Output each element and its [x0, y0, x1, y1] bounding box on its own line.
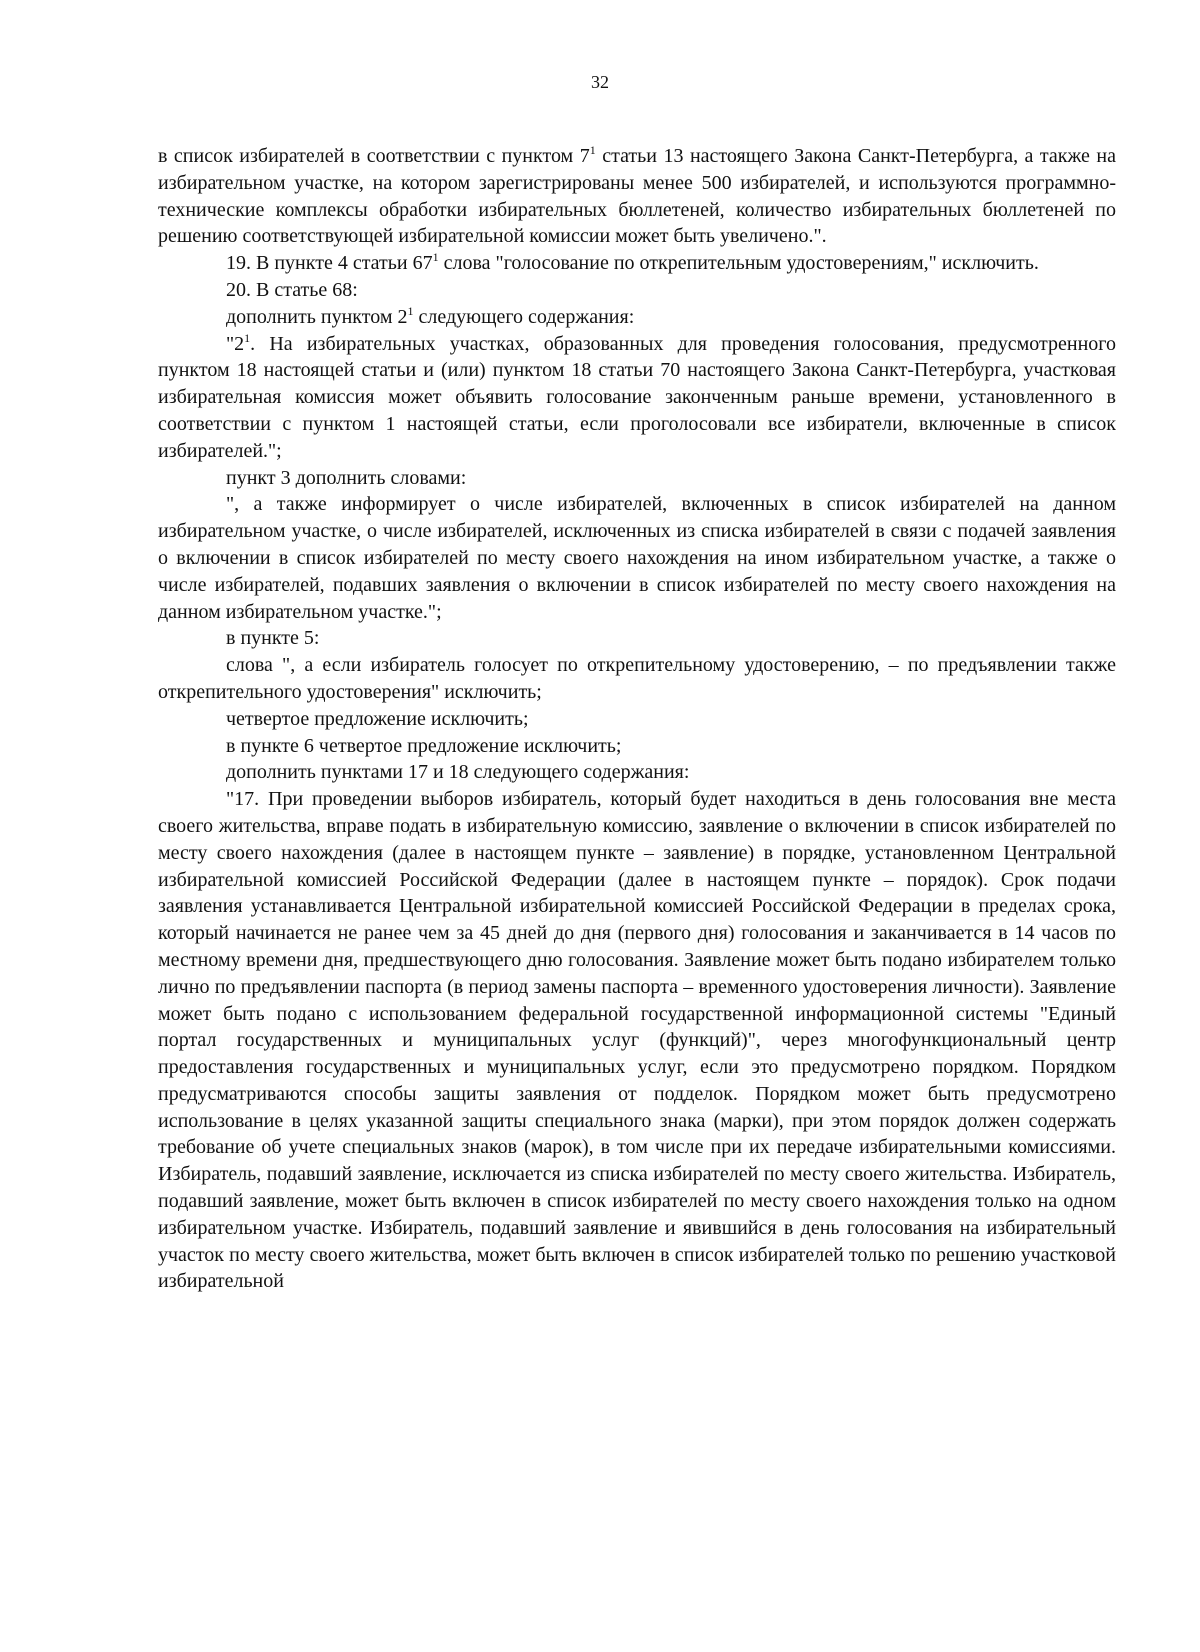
paragraph-point-6: в пункте 6 четвертое предложение исключить;: [226, 734, 622, 757]
paragraph-continuation: в список избирателей в соответствии с пунктом $7^1$ статьи 13 настоящего Закона Санкт-Петербурга, а также на избирательном участке, на котором зарегистрированы менее 500 избирателей, и используются программно-технические комплексы обработки избирательных бюллетеней, количество избирательных бюллетеней по решению соответствующей избирательной комиссии может быть увеличено.".: [158, 143, 1117, 248]
paragraph-point-3-text: ", а также информирует о числе избирателей, включенных в список избирателей на данном избирательном участке, о числе избирателей, исключенных из списка избирателей в связи с подачей заявления о включении в список избирателей по месту своего нахождения на ином избирательном участке, а также о числе избирателей, подавших заявления о включении в список избирателей по месту своего нахождения на данном избирательном участке.";: [158, 493, 1116, 623]
paragraph-point-5-intro: в пункте 5:: [226, 627, 320, 650]
superscript-index: 1: [244, 330, 251, 345]
paragraph-item-20: 20. В статье 68:: [226, 278, 358, 301]
paragraph-fourth-sentence: четвертое предложение исключить;: [226, 707, 529, 730]
document-body: [158, 143, 1116, 1295]
superscript-index: 1: [407, 303, 414, 318]
paragraph-point-17-text: "17. При проведении выборов избиратель, который будет находиться в день голосования вне места своего жительства, вправе подать в избирательную комиссию, заявление о включении в список избирателей по месту своего нахождения (далее в настоящем пункте – заявление) в порядке, установленном Центральной избирательной комиссией Российской Федерации (далее в настоящем пункте – порядок). Срок подачи заявления устанавливается Центральной избирательной комиссией Российской Федерации в пределах срока, который начинается не ранее чем за 45 дней до дня (первого дня) голосования и заканчивается в 14 часов по местному времени дня, предшествующего дню голосования. Заявление может быть подано избирателем только лично по предъявлении паспорта (в период замены паспорта – временного удостоверения личности). Заявление может быть подано с использованием федеральной государственной информационной системы "Единый портал государственных и муниципальных услуг (функций)", через многофункциональный центр предоставления государственных и муниципальных услуг, если это предусмотрено порядком. Порядком предусматриваются способы защиты заявления от подделок. Порядком может быть предусмотрено использование в целях указанной защиты специального знака (марки), при этом порядок должен содержать требование об учете специальных знаков (марок), в том числе при их передаче избирательными комиссиями. Избиратель, подавший заявление, исключается из списка избирателей по месту своего жительства. Избиратель, подавший заявление, может быть включен в список избирателей по месту своего нахождения только на одном избирательном участке. Избиратель, подавший заявление и явившийся в день голосования на избирательный участок по месту своего жительства, может быть включен в список избирателей только по решению участковой избирательной: [158, 788, 1116, 1293]
paragraph-point-5-text: слова ", а если избиратель голосует по открепительному удостоверению, – по предъявлении также открепительного удостоверения" исключить;: [158, 654, 1116, 703]
superscript-index: 1: [589, 143, 596, 157]
superscript-index: 1: [432, 250, 439, 265]
paragraph-point-3-intro: пункт 3 дополнить словами:: [226, 466, 467, 489]
paragraph-add-point-2-1: дополнить пунктом $2^1$ следующего содержания:: [226, 303, 635, 328]
paragraph-point-2-1-text: "$2^1$. На избирательных участках, образованных для проведения голосования, предусмотренного пунктом 18 настоящей статьи и (или) пунктом 18 статьи 70 настоящего Закона Санкт-Петербурга, участковая избирательная комиссия может объявить голосование законченным раньше времени, установленного в соответствии с пунктом 1 настоящей статьи, если проголосовали все избиратели, включенные в список избирателей.";: [158, 330, 1116, 462]
paragraph-add-points-17-18: дополнить пунктами 17 и 18 следующего содержания:: [226, 761, 690, 784]
paragraph-item-19: 19. В пункте 4 статьи $67^1$ слова "голосование по открепительным удостоверениям," исключить.: [226, 250, 1039, 275]
page-number: 32: [591, 72, 609, 92]
